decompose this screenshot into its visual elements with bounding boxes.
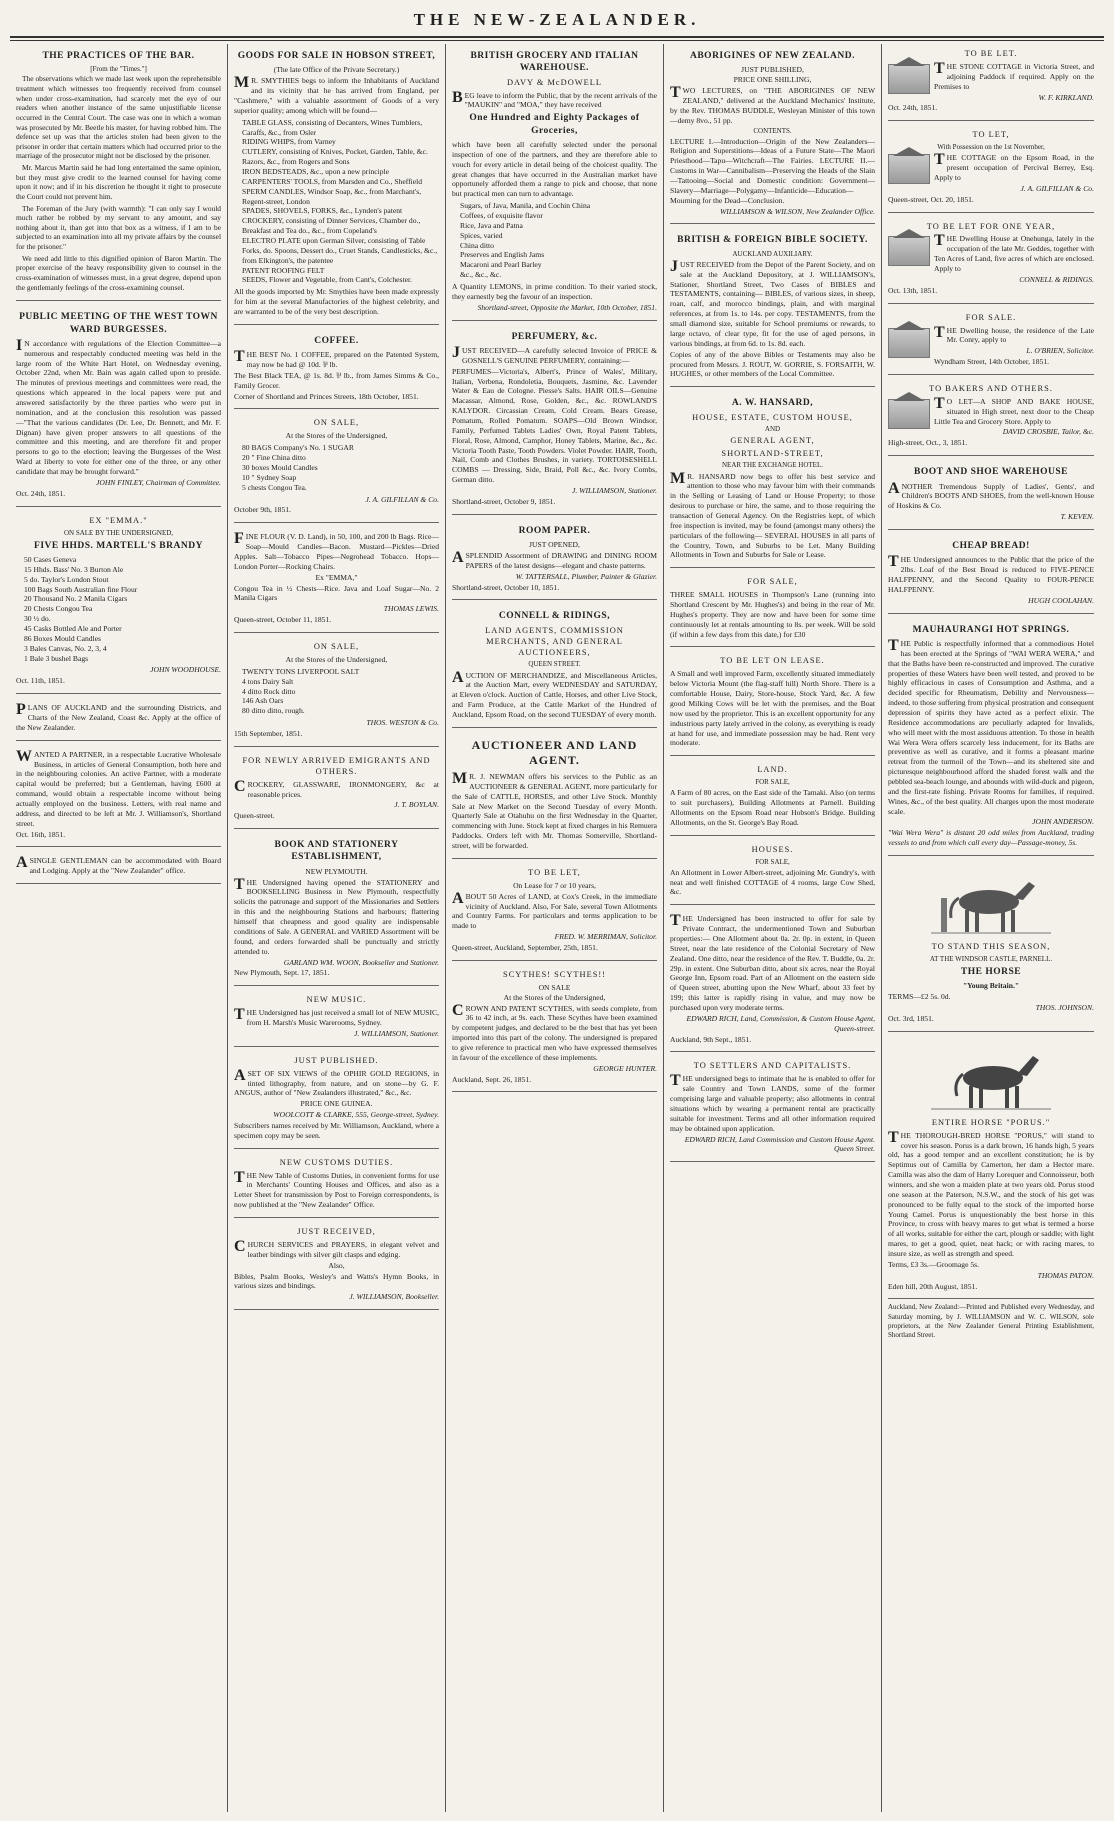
- ad-subtitle: ON SALE: [538, 982, 571, 992]
- ad-signature: WILLIAMSON & WILSON, New Zealander Office.: [719, 206, 875, 216]
- ad-title: COFFEE.: [314, 335, 359, 346]
- ad-body: ASPLENDID Assortment of DRAWING and DINING ROOM PAPERS of the latest designs—elegant and chaste patterns.: [452, 548, 657, 570]
- list-item: 30 ½ do.: [24, 614, 51, 624]
- ad-body: MR. J. NEWMAN offers his services to the Public as an AUCTIONEER & GENERAL AGENT, more particularly for the Sale of CATTLE, HORSES, and other Live Stock. Monthly Sale at New Market on the Second Tuesday of every Month. Quarterly Sale at Otahuhu on the first Wednesday in the Quarter, commencing with June. Stock kept at fixed charges in his Remuera Paddocks. Orders left with Mr. Thomas Somerville, Shortland-street, will be forwarded.: [452, 770, 657, 851]
- ad-headline: FIVE HHDS. MARTELL'S BRANDY: [34, 540, 203, 551]
- ad-signature: W. TATTERSALL, Plumber, Painter & Glazier.: [515, 571, 657, 581]
- house-illustration: [888, 328, 930, 358]
- horse-illustration: [931, 868, 1051, 938]
- list-item: CROCKERY, consisting of Dinner Services, Chamber do., Breakfast and Tea do., &c., from Copeland's: [242, 216, 421, 236]
- ad-body: JUST RECEIVED from the Depot of the Parent Society, and on sale at the Auckland Depository, at J. WILLIAMSON's, Stationer, Shortland Street, Two Cases of BIBLES and TESTAMENTS, containing— BIBLES, of various sizes, in sheep, roan, calf, and morocco bindings, plain, and with marginal references, at from 1s. to 14s. per copy. TESTAMENTS, from the small diamond size, suitable for School premiums or rewards, to large octavo, of clear type, fit for the use of aged persons, in various bindings, at from 6d. to 1s. 8d. each.: [670, 257, 875, 348]
- ad-wanted-partner: [16, 745, 221, 848]
- ad-body: MR. HANSARD now begs to offer his best service and attention to those who may favour him with their commands in the Selling or Leasing of Land or House Property; to those desirous to purchase or hire, the same, and to those requiring the transaction of General Agency. On the Registries kept, of which free inspection is invited, may be found (amongst many others) the particulars of the following— SEVERAL HOUSES in all parts of the Country, Town, and Suburbs to be Let. Many Building Allotments in Town and Suburbs for Sale or Lease.: [670, 469, 875, 560]
- list-item: 86 Boxes Mould Candles: [24, 633, 101, 643]
- ad-title: ROOM PAPER.: [518, 525, 591, 536]
- ad-subtitle: (The late Office of the Private Secretary.): [273, 65, 400, 75]
- ad-signature: J. WILLIAMSON, Stationer.: [571, 486, 657, 495]
- ad-body: Subscribers names received by Mr. Williamson, Auckland, where a specimen copy may be seen.: [234, 1120, 439, 1140]
- ad-title: TO BE LET.: [964, 49, 1018, 58]
- ad-farm-lease: [670, 651, 875, 756]
- ad-book-stationery: [234, 833, 439, 986]
- ad-customs-duties: [234, 1153, 439, 1218]
- ad-plans-of-auckland: [16, 698, 221, 741]
- ad-signature: J. T. BOYLAN.: [394, 800, 439, 810]
- ad-british-grocery: [452, 44, 657, 321]
- ad-item-list: [242, 443, 439, 492]
- ad-signature: FRED. W. MERRIMAN, Solicitor.: [554, 932, 657, 942]
- list-item: 3 Bales Canvas, No. 2, 3, 4: [24, 643, 107, 653]
- ad-note: "Wai Wera Wera" is distant 20 odd miles from Auckland, trading vessels to and from which call every day—Passage-money, 5s.: [888, 828, 1094, 848]
- ad-onehunga-house: [888, 217, 1094, 304]
- ad-date: Wyndham Street, 14th October, 1851.: [934, 357, 1050, 367]
- ad-name: DAVY & McDOWELL: [506, 77, 602, 87]
- ad-title: BOOK AND STATIONERY ESTABLISHMENT,: [274, 840, 399, 863]
- ad-body: THE Dwelling House at Onehunga, lately in the occupation of the late Mr. Geddes, together with Ten Acres of Land, five acres of which are enclosed. Apply to: [934, 232, 1094, 274]
- ad-young-britain: [888, 860, 1094, 1032]
- column-2: [228, 44, 446, 1812]
- list-item: PATENT ROOFING FELT: [242, 265, 325, 275]
- ad-body: FINE FLOUR (V. D. Land), in 50, 100, and 200 lb Bags. Rice—Soap—Mould Candles—Bacon. Mustard—Pickles—Dried Apples. Salt—Tobacco Pipes—Negrohead Tobacco. Hops—London Porter—Rocking Chairs.: [234, 530, 439, 571]
- ad-church-services: [234, 1222, 439, 1310]
- ad-body: Congou Tea in ½ Chests—Rice. Java and Loaf Sugar—No. 2 Manila Cigars: [234, 583, 439, 603]
- ad-title: SCYTHES! SCYTHES!!: [503, 969, 606, 979]
- list-item: 4 tons Dairy Salt: [242, 676, 294, 686]
- ad-body: PLANS OF AUCKLAND and the surrounding Districts, and Charts of the New Zealand, Coast &c. Apply at the office of the New Zealander.: [16, 701, 221, 732]
- ad-body: PERFUMES—Victoria's, Albert's, Prince of Wales', Military, Italian, Verbena, Rondoletia, Bouquets, Jasmine, &c. Lavender Water & Eau de Cologne. Piesse's Salts. HAIR OILS—Genuine Macassar, Almond, Rose, Golden, &c., &c. ROWLAND'S KALYDOR. Circassian Cream, Cold Cream. Bears Grease, Pomatum, Rolled Pomatum. SOAPS—Old Brown Windsor, Family, Perfumed Tablets Ladies' Own, Royal Patent Tablets, Floral, Rose, Almond, Camphor, Honey Tablets, Marine, &c., &c. Victoria Tooth Paste, Tooth Powders. Violet Powder. HAIR, Tooth, Nail, Comb and Clothes Brushes, in variety. TORTOISESHELL COMBS — Dressing, Side, Braid, Poll &c., &c. Ivory Combs, German ditto.: [452, 366, 657, 485]
- ad-date: Queen-street, Oct. 20, 1851.: [888, 194, 974, 204]
- ad-subtitle: FOR SALE,: [755, 778, 790, 787]
- ad-contents-heading: CONTENTS.: [753, 126, 792, 135]
- ad-title: PUBLIC MEETING OF THE WEST TOWN WARD BURGESSES.: [19, 312, 218, 335]
- ad-subtitle: AUCKLAND AUXILIARY.: [732, 249, 813, 258]
- ad-signature: GEORGE HUNTER.: [593, 1063, 657, 1073]
- ad-subtitle: With Possession on the 1st November,: [937, 143, 1045, 152]
- ad-item-list: [460, 201, 657, 280]
- ad-title: ENTIRE HORSE "PORUS.": [931, 1117, 1051, 1127]
- horse-name: "Young Britain.": [962, 981, 1020, 991]
- ad-body: THE undersigned begs to intimate that he is enabled to offer for sale Country and Town LANDS, some of the former comprising large and valuable property; also allotments in central situations which by wearing a permanent rental are practically suitable for investment. Terms and all other information required may be obtained upon application.: [670, 1072, 875, 1133]
- ad-cottage-epsom: [888, 125, 1094, 212]
- ad-liverpool-salt: [234, 637, 439, 747]
- ad-perfumery: [452, 325, 657, 515]
- ad-address: Queen-street.: [234, 811, 275, 821]
- list-item: 5 chests Congou Tea.: [242, 482, 307, 492]
- article-source: [From the "Times."]: [90, 65, 147, 74]
- ad-title: BRITISH GROCERY AND ITALIAN WAREHOUSE.: [470, 51, 639, 74]
- ad-title: BOOT AND SHOE WAREHOUSE: [914, 467, 1068, 478]
- ad-title: AUCTIONEER AND LAND AGENT.: [471, 737, 638, 768]
- ad-date: High-street, Oct., 3, 1851.: [888, 438, 968, 448]
- ad-subtitle: At the Stores of the Undersigned,: [285, 654, 388, 664]
- ad-subtitle: At the Stores of the Undersigned,: [285, 431, 388, 441]
- ad-subtitle: NEW PLYMOUTH.: [305, 866, 368, 876]
- ad-body: An Allotment in Lower Albert-street, adjoining Mr. Gundry's, with neat and well finished COTTAGE of 4 rooms, large Cow Shed, &c.: [670, 867, 875, 897]
- ad-subtitle: GENERAL AGENT,: [730, 435, 815, 445]
- ad-title: TO STAND THIS SEASON,: [931, 942, 1051, 951]
- ad-headline: THE HORSE: [960, 967, 1022, 978]
- ad-aborigines-lectures: [670, 44, 875, 224]
- list-item: 5 do. Taylor's London Stout: [24, 574, 109, 584]
- ad-title: PERFUMERY, &c.: [511, 331, 598, 342]
- list-item: 20 Chests Congou Tea: [24, 604, 93, 614]
- ad-signature: J. A. GILFILLAN & Co.: [1020, 183, 1094, 193]
- ad-title: LAND.: [757, 765, 788, 775]
- ad-new-music: [234, 990, 439, 1047]
- ad-emigrants: [234, 751, 439, 829]
- horse-illustration: [931, 1044, 1051, 1114]
- ad-title: NEW MUSIC.: [306, 995, 367, 1005]
- ad-body: THE THOROUGH-BRED HORSE "PORUS," will stand to cover his season. Porus is a dark brown, 16 hands high, 5 years old, has a good temper and an excellent constitution; he is by Septimus out of Camilla by Camerton, her dam a Hector mare. Camilla was also the dam of Harry Lorequer and Connoisseur, both winners, and she won a maiden plate at two years old. Porus stood one season at the Paterson, N.S.W., and the stock of his get was pronounced to be fully equal to the stock of the imported horse Young Camel. Porus is unquestionably the best horse in this Province, to cross with heavy mares to get what is termed a horse of all works, suitable for either the cart, plough or saddle; with light mares, to get a good, quiet, neat hack; or with racing mares, to insure size, as well as strength and speed.: [888, 1128, 1094, 1259]
- list-item: 80 ditto ditto, rough.: [242, 706, 305, 716]
- ad-body: A Quantity LEMONS, in prime condition. To their varied stock, they earnestly beg the favour of an inspection.: [452, 282, 657, 301]
- ad-subtitle: JUST PUBLISHED,: [741, 65, 804, 75]
- ad-address: SHORTLAND-STREET,: [721, 448, 824, 458]
- list-item: ELECTRO PLATE upon German Silver, consisting of Table Forks, do. Spoons, Dessert do., Cruet Stands, Candlesticks, &c., from Elkington's, the patentee: [242, 235, 438, 265]
- ad-terms: Terms, £3 3s.—Groomage 5s.: [888, 1259, 980, 1269]
- ad-price: PRICE ONE GUINEA.: [300, 1099, 373, 1109]
- ad-signature: JOHN ANDERSON.: [1032, 817, 1094, 827]
- ad-body: AUCTION OF MERCHANDIZE, and Miscellaneous Articles, at the Auction Mart, every WEDNESDAY and SATURDAY, at Eleven o'clock. Auction of Cattle, Horses, and other Live Stock, and Farm Produce, at the Cattle Market of the Hundred of Auckland, Epsom Road, on the second TUESDAY of every month.: [452, 668, 657, 719]
- ad-body: ANOTHER Tremendous Supply of Ladies', Gents', and Children's BOOTS AND SHOES, from the well-known House of Hoskins & Co.: [888, 479, 1094, 511]
- column-3: [446, 44, 664, 1812]
- ad-signature: THOMAS LEWIS.: [383, 604, 439, 614]
- ad-date: Queen-street, Auckland, September, 25th, 1851.: [452, 943, 598, 952]
- ad-title: ON SALE,: [313, 418, 360, 428]
- ad-date: Oct. 3rd, 1851.: [888, 1013, 934, 1023]
- ad-signature: W. F. KIRKLAND.: [1038, 92, 1094, 102]
- ad-hot-springs: [888, 618, 1094, 856]
- ad-body: A Farm of 80 acres, on the East side of the Tamaki. Also (on terms to suit purchasers), Building Allotments at Parnell. Building Allotments on the Epsom Road near Hobson's Bridge. Building Allotments, on the St. George's Bay Road.: [670, 788, 875, 827]
- ad-goods-hobson-street: [234, 44, 439, 325]
- ad-settlers-capitalists: [670, 1056, 875, 1162]
- masthead: THE NEW-ZEALANDER.: [413, 10, 701, 29]
- ad-subtitle: At the Stores of the Undersigned,: [503, 992, 606, 1002]
- ad-headline: One Hundred and Eighty Packages of Groceries,: [469, 113, 640, 136]
- ad-body: BEG leave to inform the Public, that by the recent arrivals of the "MAUKIN" and "MOA," they have received: [452, 88, 657, 110]
- column-1: [10, 44, 228, 1812]
- list-item: 20 " Fine China ditto: [242, 453, 306, 463]
- ad-signature: JOHN FINLEY, Chairman of Committee.: [95, 477, 221, 487]
- list-item: 146 Ash Oars: [242, 696, 284, 706]
- ad-bakers: [888, 379, 1094, 456]
- ad-body: MR. SMYTHIES begs to inform the Inhabitants of Auckland and its vicinity that he has arrived from England, per "Cashmere," with a valuable assortment of Goods of a very superior quality; among which will be found—: [234, 74, 439, 115]
- ad-land-sale: [670, 760, 875, 835]
- ad-title: TO LET,: [972, 130, 1010, 140]
- ad-room-paper: [452, 519, 657, 601]
- ad-also: Also,: [328, 1260, 345, 1270]
- list-item: 100 Bags South Australian fine Flour: [24, 584, 138, 594]
- ad-signature: WOOLCOTT & CLARKE, 555, George-street, Sydney.: [273, 1110, 439, 1120]
- ad-date: October 9th, 1851.: [234, 505, 291, 515]
- ad-title: MAUHAURANGI HOT SPRINGS.: [912, 624, 1070, 635]
- ad-title: GOODS FOR SALE IN HOBSON STREET,: [237, 51, 436, 61]
- ad-cheap-bread: [888, 534, 1094, 614]
- ad-body: THREE SMALL HOUSES in Thompson's Lane (running into Shortland Crescent by Mr. Hughes's) and being in the rear of Mr. Hughes's property. They are now and have been for some time continuously let at rentals amounting to 8s. per week. Will be sold (if within a few days from this date,) for £30: [670, 590, 875, 639]
- ad-title: FOR SALE.: [965, 312, 1017, 322]
- list-item: CARPENTERS' TOOLS, from Marsden and Co., Sheffield: [242, 176, 423, 186]
- ad-three-houses: [670, 572, 875, 647]
- ad-body: The Best Black TEA, @ 1s. 8d. ⅌ lb., from James Simms & Co., Family Grocer.: [234, 370, 439, 390]
- ad-signature: L. O'BRIEN, Solicitor.: [1026, 346, 1094, 356]
- article-paragraph: Mr. Marcus Martin said he had long entertained the same opinion, but they must give credit to the learned counsel for having come upon it now; and if in his discretion he thought it right to prosecute the Court could not prevent him.: [16, 163, 221, 201]
- imprint: Auckland, New Zealand:—Printed and Published every Wednesday, and Saturday morning, by J. WILLIAMSON and W. C. WILSON, sole proprietors, at the New Zealander General Printing Establishment, Shortland Street.: [888, 1303, 1094, 1339]
- ad-title: FOR NEWLY ARRIVED EMIGRANTS AND OTHERS.: [242, 755, 431, 776]
- house-illustration: [888, 399, 930, 429]
- ad-title: A. W. HANSARD,: [731, 398, 814, 409]
- ad-subtitle: AT THE WINDSOR CASTLE, PARNELL.: [929, 954, 1053, 963]
- ad-signature: EDWARD RICH, Land, Commission, & Custom House Agent, Queen-street.: [686, 1013, 875, 1033]
- column-4: [664, 44, 882, 1812]
- ad-item-list: [24, 555, 221, 663]
- ad-title: ON SALE,: [313, 642, 360, 651]
- article-paragraph: The observations which we made last week upon the reprehensible treatment which witnesses too frequently received from counsel when under cross-examination, had scarcely met the eye of our readers when another instance of the same unjustifiable license occurred in the Central Court. The case was one in which a woman was prosecuted by Mr. Beetle his master, for having robbed him. The defence set up was that the articles stolen had been given to the prisoner in order that certain matters which had occurred prior to the marriage of the prosecutor might not be disclosed by the prisoner.: [16, 74, 221, 161]
- list-item: 30 boxes Mould Candles: [242, 462, 318, 472]
- ad-date: Oct. 24th, 1851.: [16, 488, 66, 498]
- ad-subtitle: JUST OPENED,: [529, 540, 580, 550]
- ad-signature: GARLAND WM. WOON, Bookseller and Stationer.: [283, 957, 439, 967]
- ad-note: Copies of any of the above Bibles or Testaments may also be procured from Messrs. J. ROUT, W. GORRIE, S. FORSAITH, W. HUGHES, or other members of the Local Committee.: [670, 349, 875, 379]
- ad-stone-cottage: [888, 44, 1094, 121]
- ad-date: Shortland-street, October 9, 1851.: [452, 496, 556, 506]
- ad-subtitle: On Lease for 7 or 10 years,: [513, 880, 596, 890]
- ad-body: CROCKERY, GLASSWARE, IRONMONGERY, &c at reasonable prices.: [234, 777, 439, 799]
- list-item: TWENTY TONS LIVERPOOL SALT: [242, 666, 360, 676]
- ad-date: Shortland-street, October 10, 1851.: [452, 582, 560, 592]
- ad-title: JUST PUBLISHED.: [294, 1055, 379, 1065]
- list-item: 15 Hhds. Bass' No. 3 Burton Ale: [24, 564, 124, 574]
- ad-body: WANTED A PARTNER, in a respectable Lucrative Wholesale Business, in articles of General Consumption, both here and in the neighbouring colonies. An active Partner, with a moderate capital would be preferred; but a Gentleman, having £600 at command, would obtain a respectable income without being actually employed on the business. Letters, with real name and address, and directed to be left at Mr. J. Williamson's, Shortland street.: [16, 747, 221, 828]
- ad-and: AND: [764, 425, 781, 434]
- list-item: 20 Thousand No. 2 Manila Cigars: [24, 594, 128, 604]
- ad-date: Auckland, 9th Sept., 1851.: [670, 1034, 752, 1044]
- ad-address: Corner of Shortland and Princes Streets, 18th October, 1851.: [234, 391, 419, 401]
- ad-houses-sale: [670, 840, 875, 906]
- ad-signature: JOHN WOODHOUSE.: [150, 665, 221, 675]
- ad-body: JUST RECEIVED—A carefully selected Invoice of PRICE & GOSNELL'S GENUINE PERFUMERY, containing:—: [452, 343, 657, 365]
- list-item: CUTLERY, consisting of Knives, Pocket, Garden, Table, &c. Razors, &c., from Rogers and Sons: [242, 147, 428, 167]
- ad-subtitle: HOUSE, ESTATE, CUSTOM HOUSE,: [692, 412, 853, 422]
- ad-date: Oct. 24th, 1851.: [888, 103, 938, 113]
- ad-signature: DAVID CROSBIE, Tailor, &c.: [1002, 427, 1094, 437]
- ad-date: Auckland, Sept. 26, 1851.: [452, 1074, 532, 1084]
- ad-body: THE Undersigned having opened the STATIONERY and BOOKSELLING Business in New Plymouth, respectfully solicits the patronage and support of the Missionaries and Settlers in this and the neighbouring Stations and harbours; flattering himself that cheapness and good quality are indispensable conditions of Sale. A GENERAL and VARIED Assortment will be found, and orders forwarded shall be punctually and strictly attended to.: [234, 875, 439, 956]
- ad-signature: THOS. JOHNSON.: [1035, 1003, 1094, 1013]
- ad-title: HOUSES.: [751, 844, 794, 854]
- ad-subtitle: LAND AGENTS, COMMISSION MERCHANTS, AND GENERAL AUCTIONEERS,: [485, 625, 624, 657]
- ad-body: which have been all carefully selected under the personal inspection of one of the partners, and they are therefore able to vouch for every article in detail being of the choicest quality. The great changes that have occurred in the Australian market have opportunely afforded them a range to pick and choose, that none but practical men can turn to advantage.: [452, 140, 657, 199]
- house-illustration: [888, 236, 930, 266]
- ad-signature: CONNELL & RIDINGS.: [1019, 274, 1094, 284]
- list-item: Spices, varied: [460, 230, 503, 240]
- article-paragraph: The Foreman of the Jury (with warmth): "I can only say I would much rather be robbed by my servant to any amount, and say nothing about it, than get into that box as a witness, if I am to be subjected to an examination into all my private affairs by the counsel for the prisoner.": [16, 203, 221, 252]
- masthead-rule: [10, 36, 1104, 41]
- ad-signature: HUGH COOLAHAN.: [1028, 595, 1094, 605]
- list-item: Coffees, of exquisite flavor: [460, 211, 543, 221]
- ad-signature: THOMAS PATON.: [1037, 1270, 1094, 1280]
- ad-body: A Small and well improved Farm, excellently situated immediately below Victoria Mount (the flag-staff hill) North Shore. There is a comfortable House, Dairy, Store-house, Stock Yard, &c. A few good Milking Cows will be let with the premises, and the Boat now used by the proprietor. This is an excellent opportunity for any industrious party lately arrived in the colony, as everything is ready at hand for use, and immediate possession may be had. Rent very moderate.: [670, 669, 875, 748]
- ad-hansard-agent: [670, 391, 875, 568]
- ad-title: TO BE LET FOR ONE YEAR,: [926, 221, 1056, 231]
- list-item: Preserves and English Jams: [460, 250, 545, 260]
- house-illustration: [888, 64, 930, 94]
- list-item: Sugars, of Java, Manila, and Cochin China: [460, 201, 591, 211]
- ad-bible-society: [670, 228, 875, 387]
- list-item: 80 BAGS Company's No. 1 SUGAR: [242, 443, 354, 453]
- columns: [10, 44, 1104, 1812]
- column-5: [882, 44, 1100, 1812]
- ad-terms: TERMS—£2 5s. 0d.: [888, 992, 951, 1002]
- article-bar-practices: [16, 44, 221, 301]
- ad-near: NEAR THE EXCHANGE HOTEL.: [722, 461, 823, 470]
- ad-on-sale-sugar: [234, 413, 439, 523]
- ad-title: BRITISH & FOREIGN BIBLE SOCIETY.: [677, 235, 868, 246]
- ad-porus: [888, 1036, 1094, 1300]
- ad-connell-ridings: [452, 604, 657, 728]
- list-item: IRON BEDSTEADS, &c., upon a new principle: [242, 166, 390, 176]
- ad-conry-house: [888, 308, 1094, 375]
- list-item: SEEDS, Flower and Vegetable, from Cant's, Colchester.: [242, 275, 412, 285]
- ad-body: CROWN AND PATENT SCYTHES, with seeds complete, from 36 to 42 inch, at 9s. each. These Scythes have been examined by competent judges, and declared to be the best that has yet been imported into this part of the colony. The undersigned is prepared to give reference to practical men who have expressed themselves in favour of the excellence of these implements.: [452, 1001, 657, 1062]
- ad-title: TO SETTLERS AND CAPITALISTS.: [693, 1061, 852, 1071]
- list-item: RIDING WHIPS, from Varney: [242, 137, 336, 147]
- ad-title: CONNELL & RIDINGS,: [498, 611, 611, 622]
- list-item: 10 " Sydney Soap: [242, 472, 297, 482]
- ad-private-contract: [670, 909, 875, 1052]
- ad-date: Oct. 13th, 1851.: [888, 285, 938, 295]
- ad-date: Oct. 11th, 1851.: [16, 676, 65, 686]
- ad-signature: J. A. GILFILLAN & Co.: [365, 494, 439, 504]
- ad-signature: J. WILLIAMSON, Bookseller.: [349, 1292, 439, 1302]
- ad-title: TO BAKERS AND OTHERS.: [929, 383, 1053, 393]
- ad-date: New Plymouth, Sept. 17, 1851.: [234, 968, 330, 978]
- ad-public-meeting: [16, 305, 221, 506]
- ad-body: THE Undersigned has been instructed to offer for sale by Private Contract, the undermentioned Town and Suburban properties:— One Allotment about 0a. 2r. 0p. in extent, in Queen Street, near the late residence of the Colonial Secretary of New Zealand. One ditto, near the residence of the Rev. T. Buddle, 0a. 2r. 29p. in extent. One Suburban ditto, about six acres, near the Royal George Inn, Epsom road. Part of an Allotment on the eastern side of Queen street, abutting upon the New Wharf, about 33 feet by 199; this latter is rapidly rising in value, and may now be purchased upon very moderate terms.: [670, 912, 875, 1013]
- ad-body: LECTURE I.—Introduction—Origin of the New Zealanders—Religion and Superstitions—Ideas of a Future State—The Maori Priesthood—Tapu—Witchcraft—The Fairies. LECTURE II.—Customs in War—Cannibalism—Preserving the Heads of the Slain—Tattooing—Social and Domestic condition: Government—Slavery—Marriage—Polygamy—Infanticide—Education—Mourning for the Dead—Conclusion.: [670, 136, 875, 205]
- ad-body: THE Dwelling house, the residence of the Late Mr. Conry, apply to: [934, 323, 1094, 345]
- list-item: 45 Casks Bottled Ale and Porter: [24, 624, 122, 633]
- ad-body: ASET OF SIX VIEWS of the OPHIR GOLD REGIONS, in tinted lithography, from nature, and on stone—by G. F. ANGUS, author of "New Zealanders illustrated," &c., &c.: [234, 1066, 439, 1098]
- ad-body: All the goods imported by Mr. Smythies have been made expressly for him at the several Manufactories of the highest celebrity, and are warranted to be of the very best description.: [234, 287, 439, 316]
- ad-signature: THOS. WESTON & Co.: [366, 718, 439, 728]
- article-paragraph: We need add little to this dignified opinion of Baron Martin. The proper exercise of the heavy responsibility given to counsel in the cross-examination of witnesses must, in a great degree, depend upon the gentlemanly feelings of the cross-examining counsel.: [16, 253, 221, 292]
- ad-body: ABOUT 50 Acres of LAND, at Cox's Creek, in the immediate vicinity of Auckland. Also, For Sale, several Town Allotments and Country Farms. For particulars and terms application to be made to: [452, 889, 657, 931]
- ad-ex-emma-brandy: [16, 511, 221, 695]
- ad-body: THE COTTAGE on the Epsom Road, in the present occupation of Percival Berrey, Esq. Apply to: [934, 151, 1094, 182]
- list-item: SPADES, SHOVELS, FORKS, &c., Lynden's patent: [242, 206, 403, 216]
- ad-body: ASINGLE GENTLEMAN can be accommodated with Board and Lodging. Apply at the "New Zealander" office.: [16, 854, 221, 876]
- ad-title: TO BE LET,: [528, 867, 581, 877]
- list-item: 1 Bale 3 bushel Bags: [24, 653, 89, 663]
- ad-title: EX "EMMA.": [89, 515, 148, 525]
- ad-subtitle: Ex "EMMA,": [315, 572, 358, 582]
- ad-item-list: [242, 118, 439, 286]
- ad-to-be-let-land: [452, 863, 657, 961]
- ad-body: THE STONE COTTAGE in Victoria Street, and adjoining Paddock if required. Apply on the Premises to: [934, 59, 1094, 91]
- ad-title: JUST RECEIVED,: [297, 1227, 376, 1237]
- ad-body: THE BEST No. 1 COFFEE, prepared on the Patented System, may now be had @ 10d. ⅌ lb.: [234, 348, 439, 370]
- list-item: Rice, Java and Patna: [460, 220, 523, 230]
- ad-signature: T. KEVEN.: [1060, 512, 1094, 522]
- ad-date: Eden hill, 20th August, 1851.: [888, 1281, 978, 1291]
- ad-date: 15th September, 1851.: [234, 728, 303, 738]
- ad-body: IN accordance with regulations of the Election Committee—a numerous and respectably conducted meeting was held in the large room of the White Hart Hotel, on Wednesday evening, October 22nd, when Mr. Bain was again called upon to preside. The minutes of previous meetings and committees were read, the questions which appeared in the local papers were put and answered satisfactorily by the three parties who were put in nomination, and at the conclusion this resolution was passed—"That the various candidates (Dr. Lee, Dr. Bennett, and Mr. F. Dignan) have given proper answers to all questions of the committee and this meeting, and are therefore fit and proper persons to go to the election; leaving the Burgesses of the West Ward at liberty to vote for either one of the three, or any other candidate that may be brought forward.": [16, 336, 221, 477]
- ad-single-gentleman: [16, 851, 221, 884]
- ad-body: THE Undersigned announces to the Public that the price of the 2lbs. Loaf of the Best Bread is reduced to FIVE-PENCE HALFPENNY, and the Second Quality to FOUR-PENCE HALFPENNY.: [888, 553, 1094, 594]
- ad-body: THE Public is respectfully informed that a commodious Hotel has been erected at the Springs of "WAI WERA WERA," and that the Baths have been re-constructed and improved. The curative properties of these Waters have been well tested, and proved to be highly efficacious in cases of Consumption and Asthma, and a decided specific for Rheumatism, Debility and Nervousness—indeed, to those suffering from physical prostration and consequent depression of spirits they have acted as a perfect elixir. The Residence accommodations are peculiarly adapted for Invalids, who will meet with the most assiduous attention. To those in health Wai Wera Wera offers scarcely less inducement, for its Baths are preventive as well as curative, and it forms a pleasant marine retreat from the turmoil of the Town—and its sheltered site and picturesque neighbourhood afford the shaded forest walk and the pebbled sea-beach lounge, and abounds with wild-duck and pigeon, and the first-rate fishing. Private Rooms for families, if required. Wines, &c., of the best quality. All charges upon the most moderate scale.: [888, 636, 1094, 816]
- ad-price: PRICE ONE SHILLING,: [733, 75, 812, 85]
- ad-address: QUEEN STREET.: [528, 660, 581, 669]
- ad-item-list: [242, 667, 439, 716]
- list-item: SPERM CANDLES, Windsor Soap, &c., from Marchant's, Regent-street, London: [242, 186, 422, 206]
- ad-ophir-views: [234, 1051, 439, 1149]
- list-item: TABLE GLASS, consisting of Decanters, Wines Tumblers, Caraffs, &c., from Osler: [242, 117, 423, 137]
- ad-fine-flour: [234, 527, 439, 633]
- ad-subtitle: ON SALE BY THE UNDERSIGNED,: [63, 528, 174, 537]
- ad-coffee: [234, 329, 439, 410]
- ad-body: THE New Table of Customs Duties, in convenient forms for use in Merchants' Counting Houses and Offices, and also as a Letter Sheet for transmission by Post to Foreign correspondents, is now published at the "New Zealander" Office.: [234, 1168, 439, 1210]
- house-illustration: [888, 154, 930, 184]
- ad-title: FOR SALE,: [747, 577, 798, 587]
- list-item: 50 Cases Geneva: [24, 554, 77, 564]
- article-title: THE PRACTICES OF THE BAR.: [42, 51, 195, 61]
- ad-title: TO BE LET ON LEASE.: [720, 656, 825, 666]
- list-item: 4 ditto Rock ditto: [242, 686, 296, 696]
- ad-title: NEW CUSTOMS DUTIES.: [279, 1157, 394, 1167]
- ad-body: TO LET—A SHOP AND BAKE HOUSE, situated in High street, next door to the Cheap Little Tea and Grocery Store. Apply to: [934, 394, 1094, 426]
- ad-signature: EDWARD RICH, Land Commission and Custom House Agent. Queen Street.: [684, 1134, 875, 1154]
- ad-body: Bibles, Psalm Books, Wesley's and Watts's Hymn Books, in various sizes and bindings.: [234, 1271, 439, 1291]
- ad-date: Oct. 16th, 1851.: [16, 829, 66, 839]
- ad-scythes: [452, 965, 657, 1093]
- list-item: China ditto: [460, 240, 494, 250]
- list-item: &c., &c., &c.: [460, 270, 502, 280]
- ad-boot-shoe: [888, 460, 1094, 530]
- ad-body: THE Undersigned has just received a small lot of NEW MUSIC, from H. Marsh's Music Warerooms, Sydney.: [234, 1006, 439, 1027]
- ad-title: ABORIGINES OF NEW ZEALAND.: [689, 51, 856, 61]
- ad-address: Shortland-street, Opposite the Market, 10th October, 1851.: [477, 302, 657, 312]
- ad-auctioneer: [452, 732, 657, 859]
- ad-signature: J. WILLIAMSON, Stationer.: [353, 1028, 439, 1038]
- list-item: Macaroni and Pearl Barley: [460, 260, 542, 270]
- ad-title: CHEAP BREAD!: [952, 540, 1030, 551]
- ad-body: CHURCH SERVICES and PRAYERS, in elegant velvet and leather bindings with silver gilt clasps and edging.: [234, 1237, 439, 1259]
- ad-body: TWO LECTURES, on "THE ABORIGINES OF NEW ZEALAND," delivered at the Auckland Mechanics' Institute, by the Rev. THOMAS BUDDLE, Wesleyan Minister of this town—demy 8vo., 51 pp.: [670, 84, 875, 125]
- ad-subtitle: FOR SALE,: [755, 857, 790, 866]
- ad-date: Queen-street, October 11, 1851.: [234, 615, 332, 625]
